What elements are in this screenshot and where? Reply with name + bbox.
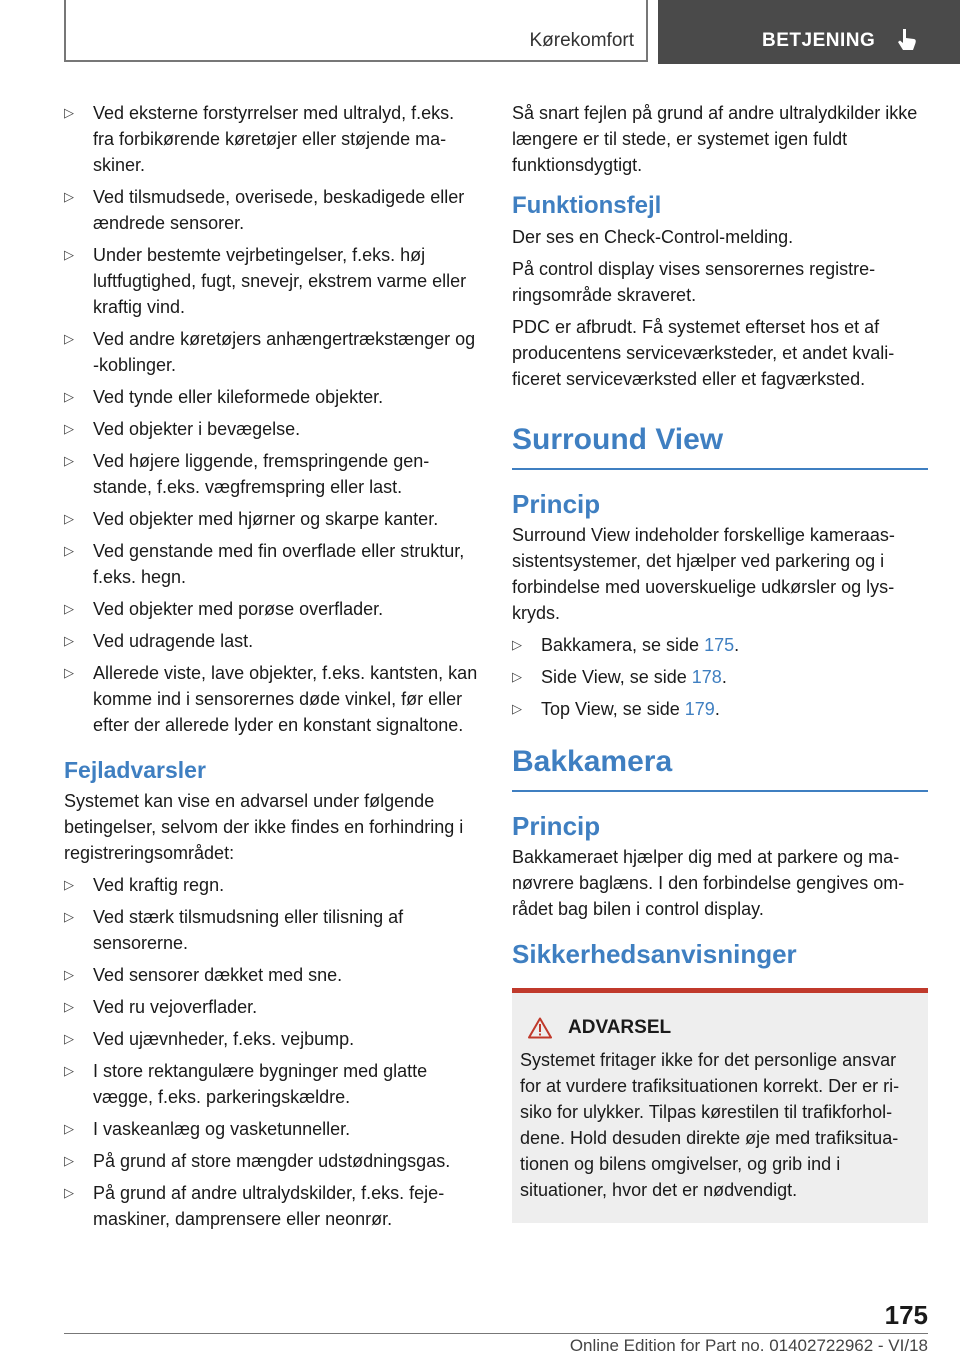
list-item-text: På grund af andre ultralydskilder, f.eks. fejemaskiner, damprensere eller neonrør.	[93, 1183, 445, 1229]
page-header	[64, 0, 960, 64]
fejladvarsler-text: Systemet kan vise en advarsel under følgende betingelser, selvom der ikke findes en forhindring i registreringsområdet:	[64, 791, 464, 863]
list-item	[64, 994, 480, 1020]
list-item	[64, 1058, 480, 1110]
triangle-bullet-icon: ▷	[64, 1063, 74, 1078]
list-item	[64, 384, 480, 410]
warning-header	[528, 1015, 920, 1041]
list-item	[64, 242, 480, 320]
page-link[interactable]: 175	[704, 635, 735, 655]
princip-heading-2: Princip	[512, 811, 601, 841]
link-label: Top View, se side	[541, 699, 685, 719]
surround-links-list	[512, 632, 928, 722]
list-item	[64, 1116, 480, 1142]
list-item	[64, 1026, 480, 1052]
triangle-bullet-icon: ▷	[64, 543, 74, 558]
intro-text: Så snart fejlen på grund af andre ultralydkilder ikke længere er til stede, er systemet igen fuldt funktionsdygtigt.	[512, 103, 918, 175]
list-item	[64, 1180, 480, 1232]
list-item	[64, 1148, 480, 1174]
triangle-bullet-icon: ▷	[64, 909, 74, 924]
triangle-bullet-icon: ▷	[64, 511, 74, 526]
funktionsfejl-heading: Funktionsfejl	[512, 192, 662, 219]
chapter-tab	[658, 0, 960, 64]
triangle-bullet-icon: ▷	[64, 105, 74, 120]
list-item: ▷ Bakkamera, se side 175.	[512, 632, 928, 658]
bakkamera-heading: Bakkamera	[512, 744, 928, 792]
list-item	[64, 628, 480, 654]
list-item-text: Ved sensorer dækket med sne.	[93, 965, 343, 985]
list-item: ▷ Side View, se side 178.	[512, 664, 928, 690]
false-warning-list	[64, 872, 480, 1232]
edition-note: Online Edition for Part no. 01402722962 - VI/18	[569, 1336, 928, 1355]
triangle-bullet-icon: ▷	[512, 669, 522, 684]
warning-triangle-icon	[528, 1017, 552, 1039]
right-column	[512, 100, 928, 1223]
triangle-bullet-icon: ▷	[64, 453, 74, 468]
section-tab	[64, 0, 648, 62]
list-item-text: Ved ujævnheder, f.eks. vejbump.	[93, 1029, 355, 1049]
list-item	[64, 416, 480, 442]
princip-text-1: Surround View indeholder forskellige kameraassistentsystemer, det hjælper ved parkering og i forbindelse med uoverskuelige udkørsler og lyskryds.	[512, 525, 895, 623]
list-item-text: På grund af store mængder udstødningsgas.	[93, 1151, 451, 1171]
list-item	[64, 506, 480, 532]
princip-heading-1: Princip	[512, 489, 601, 519]
warning-text: Systemet fritager ikke for det personlige ansvar for at vurdere trafiksituationen korrekt. Der er risiko for ulykker. Tilpas kørestilen til trafikforholdene. Hold desuden direkte øje med trafiksituationen og bilens omgivelser, og grib ind i situationer, hvor det er nødvendigt.	[520, 1050, 900, 1200]
list-item-text: Ved udragende last.	[93, 631, 254, 651]
triangle-bullet-icon: ▷	[64, 1031, 74, 1046]
triangle-bullet-icon: ▷	[512, 637, 522, 652]
link-label: Bakkamera, se side	[541, 635, 705, 655]
list-item	[64, 538, 480, 590]
list-item-text: I vaskeanlæg og vasketunneller.	[93, 1119, 351, 1139]
list-item-text: Ved objekter i bevægelse.	[93, 419, 301, 439]
triangle-bullet-icon: ▷	[64, 331, 74, 346]
list-item-text: Allerede viste, lave objekter, f.eks. kantsten, kan komme ind i sensorernes døde vinkel, før eller efter der allerede lyder en konstant signaltone.	[93, 663, 478, 735]
section-title: Kørekomfort	[529, 30, 634, 51]
list-item	[64, 904, 480, 956]
list-item	[64, 184, 480, 236]
triangle-bullet-icon: ▷	[64, 967, 74, 982]
list-item-text: Ved ru vejoverflader.	[93, 997, 258, 1017]
triangle-bullet-icon: ▷	[64, 1185, 74, 1200]
list-item	[64, 596, 480, 622]
triangle-bullet-icon: ▷	[64, 189, 74, 204]
list-item-text: Ved tynde eller kileformede objekter.	[93, 387, 384, 407]
funktionsfejl-p2: På control display vises sensorernes registreringsområde skraveret.	[512, 259, 876, 305]
sikkerhed-heading: Sikkerhedsanvisninger	[512, 939, 797, 969]
triangle-bullet-icon: ▷	[64, 633, 74, 648]
list-item	[64, 872, 480, 898]
triangle-bullet-icon: ▷	[64, 247, 74, 262]
funktionsfejl-p1: Der ses en Check-Control-melding.	[512, 227, 794, 247]
triangle-bullet-icon: ▷	[512, 701, 522, 716]
list-item-text: Ved kraftig regn.	[93, 875, 225, 895]
page-link[interactable]: 179	[684, 699, 715, 719]
link-label: Side View, se side	[541, 667, 692, 687]
hand-pointer-icon	[894, 26, 920, 52]
list-item	[64, 326, 480, 378]
triangle-bullet-icon: ▷	[64, 877, 74, 892]
list-item	[64, 448, 480, 500]
triangle-bullet-icon: ▷	[64, 389, 74, 404]
list-item-text: Ved tilsmudsede, overisede, beskadigede eller ændrede sensorer.	[93, 187, 465, 233]
list-item-text: Ved genstande med fin overflade eller struktur, f.eks. hegn.	[93, 541, 465, 587]
triangle-bullet-icon: ▷	[64, 421, 74, 436]
list-item-text: Ved stærk tilsmudsning eller tilisning af sensorerne.	[93, 907, 404, 953]
warning-title: ADVARSEL	[568, 1017, 672, 1038]
surround-view-heading: Surround View	[512, 422, 928, 470]
list-item	[64, 962, 480, 988]
list-item	[64, 100, 480, 178]
page-link[interactable]: 178	[691, 667, 722, 687]
triangle-bullet-icon: ▷	[64, 1153, 74, 1168]
list-item-text: Ved objekter med porøse overflader.	[93, 599, 384, 619]
limitations-list	[64, 100, 480, 738]
triangle-bullet-icon: ▷	[64, 999, 74, 1014]
warning-box	[512, 988, 928, 1223]
list-item-text: Ved andre køretøjers anhængertrækstænger og -koblinger.	[93, 329, 476, 375]
chapter-title: BETJENING	[762, 30, 876, 51]
list-item-text: Under bestemte vejrbetingelser, f.eks. høj luftfugtighed, fugt, snevejr, ekstrem varme eller kraftig vind.	[93, 245, 467, 317]
list-item-text: Ved højere liggende, fremspringende genstande, f.eks. vægfremspring eller last.	[93, 451, 430, 497]
triangle-bullet-icon: ▷	[64, 665, 74, 680]
list-item-text: Ved eksterne forstyrrelser med ultralyd, f.eks. fra forbikørende køretøjer eller støjende maskiner.	[93, 103, 455, 175]
left-column	[64, 100, 480, 1238]
list-item: ▷ Top View, se side 179.	[512, 696, 928, 722]
footer-divider	[64, 1333, 928, 1334]
triangle-bullet-icon: ▷	[64, 1121, 74, 1136]
list-item-text: I store rektangulære bygninger med glatte vægge, f.eks. parkeringskældre.	[93, 1061, 428, 1107]
princip-text-2: Bakkameraet hjælper dig med at parkere og manøvrere baglæns. I den forbindelse gengives området bag bilen i control display.	[512, 847, 905, 919]
page-number: 175	[884, 1300, 928, 1330]
list-item	[64, 660, 480, 738]
fejladvarsler-heading: Fejladvarsler	[64, 757, 206, 783]
list-item-text: Ved objekter med hjørner og skarpe kanter.	[93, 509, 439, 529]
triangle-bullet-icon: ▷	[64, 601, 74, 616]
funktionsfejl-p3: PDC er afbrudt. Få systemet efterset hos et af producentens serviceværksteder, et andet kvalificeret serviceværksted eller et fagværksted.	[512, 317, 895, 389]
